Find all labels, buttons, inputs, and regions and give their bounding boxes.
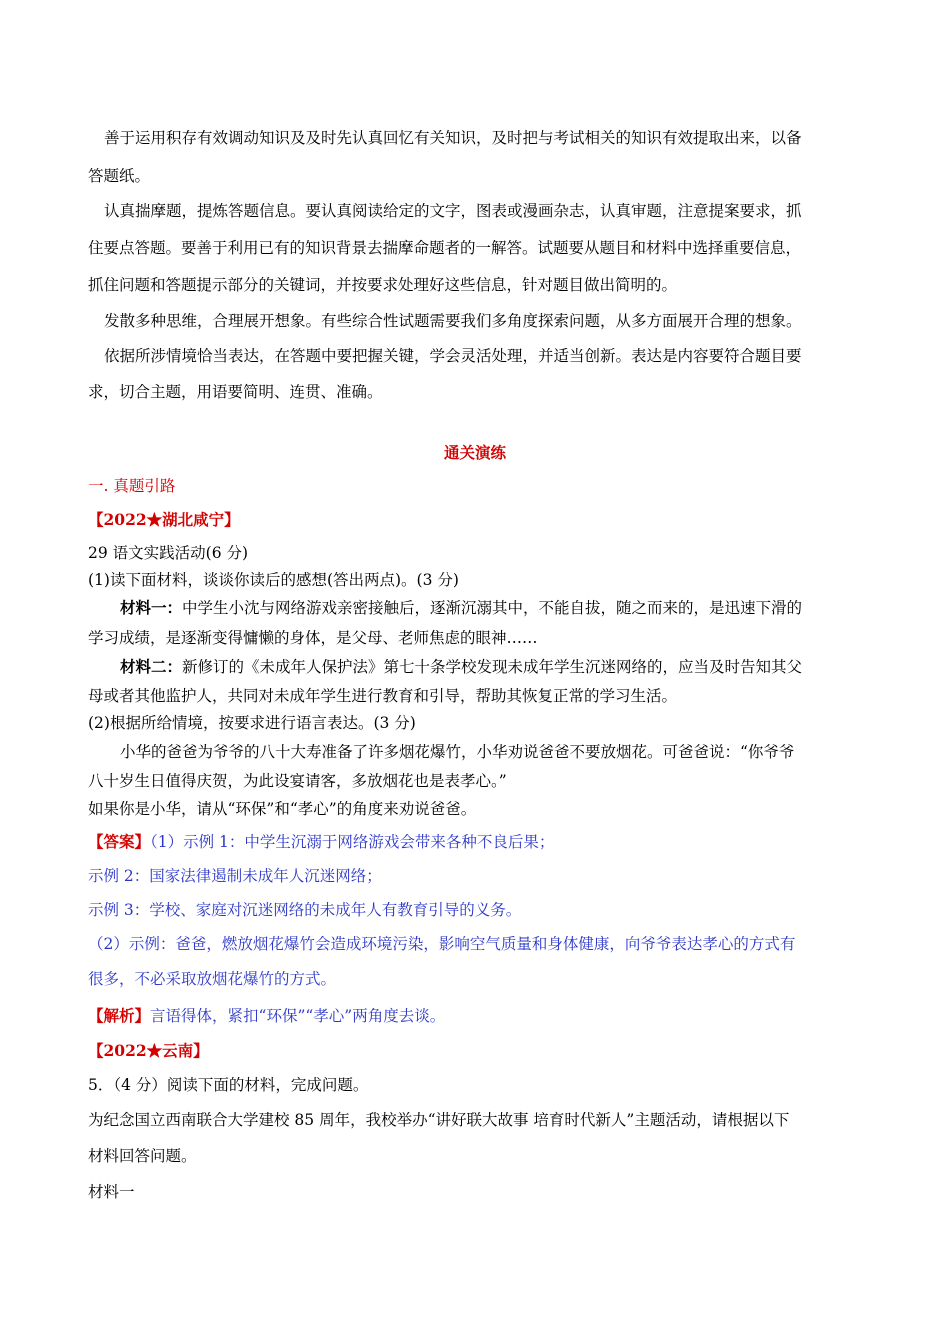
answer-text-1: （1）示例 1：中学生沉溺于网络游戏会带来各种不良后果； [150, 833, 555, 851]
q1-scenario-line2: 八十岁生日值得庆贺，为此设宴请客，多放烟花也是表孝心。” [88, 772, 507, 790]
q2-head: 5．（4 分）阅读下面的材料，完成问题。 [88, 1076, 369, 1094]
q1-scenario-line1: 小华的爸爸为爷爷的八十大寿准备了许多烟花爆竹，小华劝说爸爸不要放烟花。可爸爸说：“你爷爷 [120, 743, 795, 761]
answer-line3: 示例 3：学校、家庭对沉迷网络的未成年人有教育引导的义务。 [88, 901, 522, 919]
q1-tag: 【2022★湖北咸宁】 [88, 510, 240, 529]
q1-scenario-line3: 如果你是小华，请从“环保”和“孝心”的角度来劝说爸爸。 [88, 800, 477, 818]
answer-tag: 【答案】 [88, 832, 151, 851]
material1-text: 中学生小沈与网络游戏亲密接触后，逐渐沉溺其中，不能自拔，随之而来的，是迅速下滑的 [182, 599, 803, 617]
q2-line1: 为纪念国立西南联合大学建校 85 周年，我校举办“讲好联大故事 培育时代新人”主题活动，请根据以下 [88, 1111, 790, 1129]
intro-p2-line3: 抓住问题和答题提示部分的关键词，并按要求处理好这些信息，针对题目做出简明的。 [88, 276, 678, 294]
material1-label: 材料一： [120, 598, 183, 617]
q2-tag: 【2022★云南】 [88, 1041, 209, 1060]
intro-p4-line1: 依据所涉情境恰当表达，在答题中要把握关键，学会灵活处理，并适当创新。表达是内容要符合题目要 [104, 347, 802, 365]
q1-part2: (2)根据所给情境，按要求进行语言表达。(3 分) [88, 714, 416, 732]
intro-p2-line2: 住要点答题。要善于利用已有的知识背景去揣摩命题者的一解答。试题要从题目和材料中选择重要信息， [88, 239, 802, 257]
q1-material2-line1 [120, 657, 802, 677]
analysis-text: 言语得体，紧扣“环保”“孝心”两角度去谈。 [150, 1007, 446, 1025]
q1-head: 29 语文实践活动(6 分) [88, 544, 249, 562]
intro-p1-line2: 答题纸。 [88, 167, 151, 185]
intro-p4-line2: 求，切合主题，用语要简明、连贯、准确。 [88, 383, 383, 401]
material2-label: 材料二： [120, 657, 183, 676]
material2-text: 新修订的《未成年人保护法》第七十条学校发现未成年学生沉迷网络的，应当及时告知其父 [182, 658, 803, 676]
q1-material1-line2: 学习成绩，是逐渐变得慵懒的身体，是父母、老师焦虑的眼神…… [88, 629, 538, 647]
analysis-line [88, 1006, 445, 1026]
q2-line2: 材料回答问题。 [88, 1147, 197, 1165]
answer-line5: 很多，不必采取放烟花爆竹的方式。 [88, 970, 337, 988]
intro-p3: 发散多种思维，合理展开想象。有些综合性试题需要我们多角度探索问题，从多方面展开合理的想象。 [104, 312, 802, 330]
q1-material2-line2: 母或者其他监护人，共同对未成年学生进行教育和引导，帮助其恢复正常的学习生活。 [88, 687, 678, 705]
q1-material1-line1 [120, 598, 802, 618]
answer-line1 [88, 832, 554, 852]
section-title: 通关演练 [443, 443, 506, 462]
q1-part1: (1)读下面材料，谈谈你读后的感想(答出两点)。(3 分) [88, 571, 459, 589]
intro-p1-line1: 善于运用积存有效调动知识及及时先认真回忆有关知识，及时把与考试相关的知识有效提取出来，以备 [104, 129, 802, 147]
intro-p2-line1: 认真揣摩题，提炼答题信息。要认真阅读给定的文字，图表或漫画杂志，认真审题，注意提案要求，抓 [104, 202, 802, 220]
analysis-tag: 【解析】 [88, 1006, 151, 1025]
q2-line3: 材料一 [88, 1183, 135, 1201]
answer-line4: （2）示例：爸爸，燃放烟花爆竹会造成环境污染，影响空气质量和身体健康，向爷爷表达孝心的方式有 [88, 935, 796, 953]
answer-line2: 示例 2：国家法律遏制未成年人沉迷网络； [88, 867, 382, 885]
sub-title: 一. 真题引路 [88, 477, 176, 495]
